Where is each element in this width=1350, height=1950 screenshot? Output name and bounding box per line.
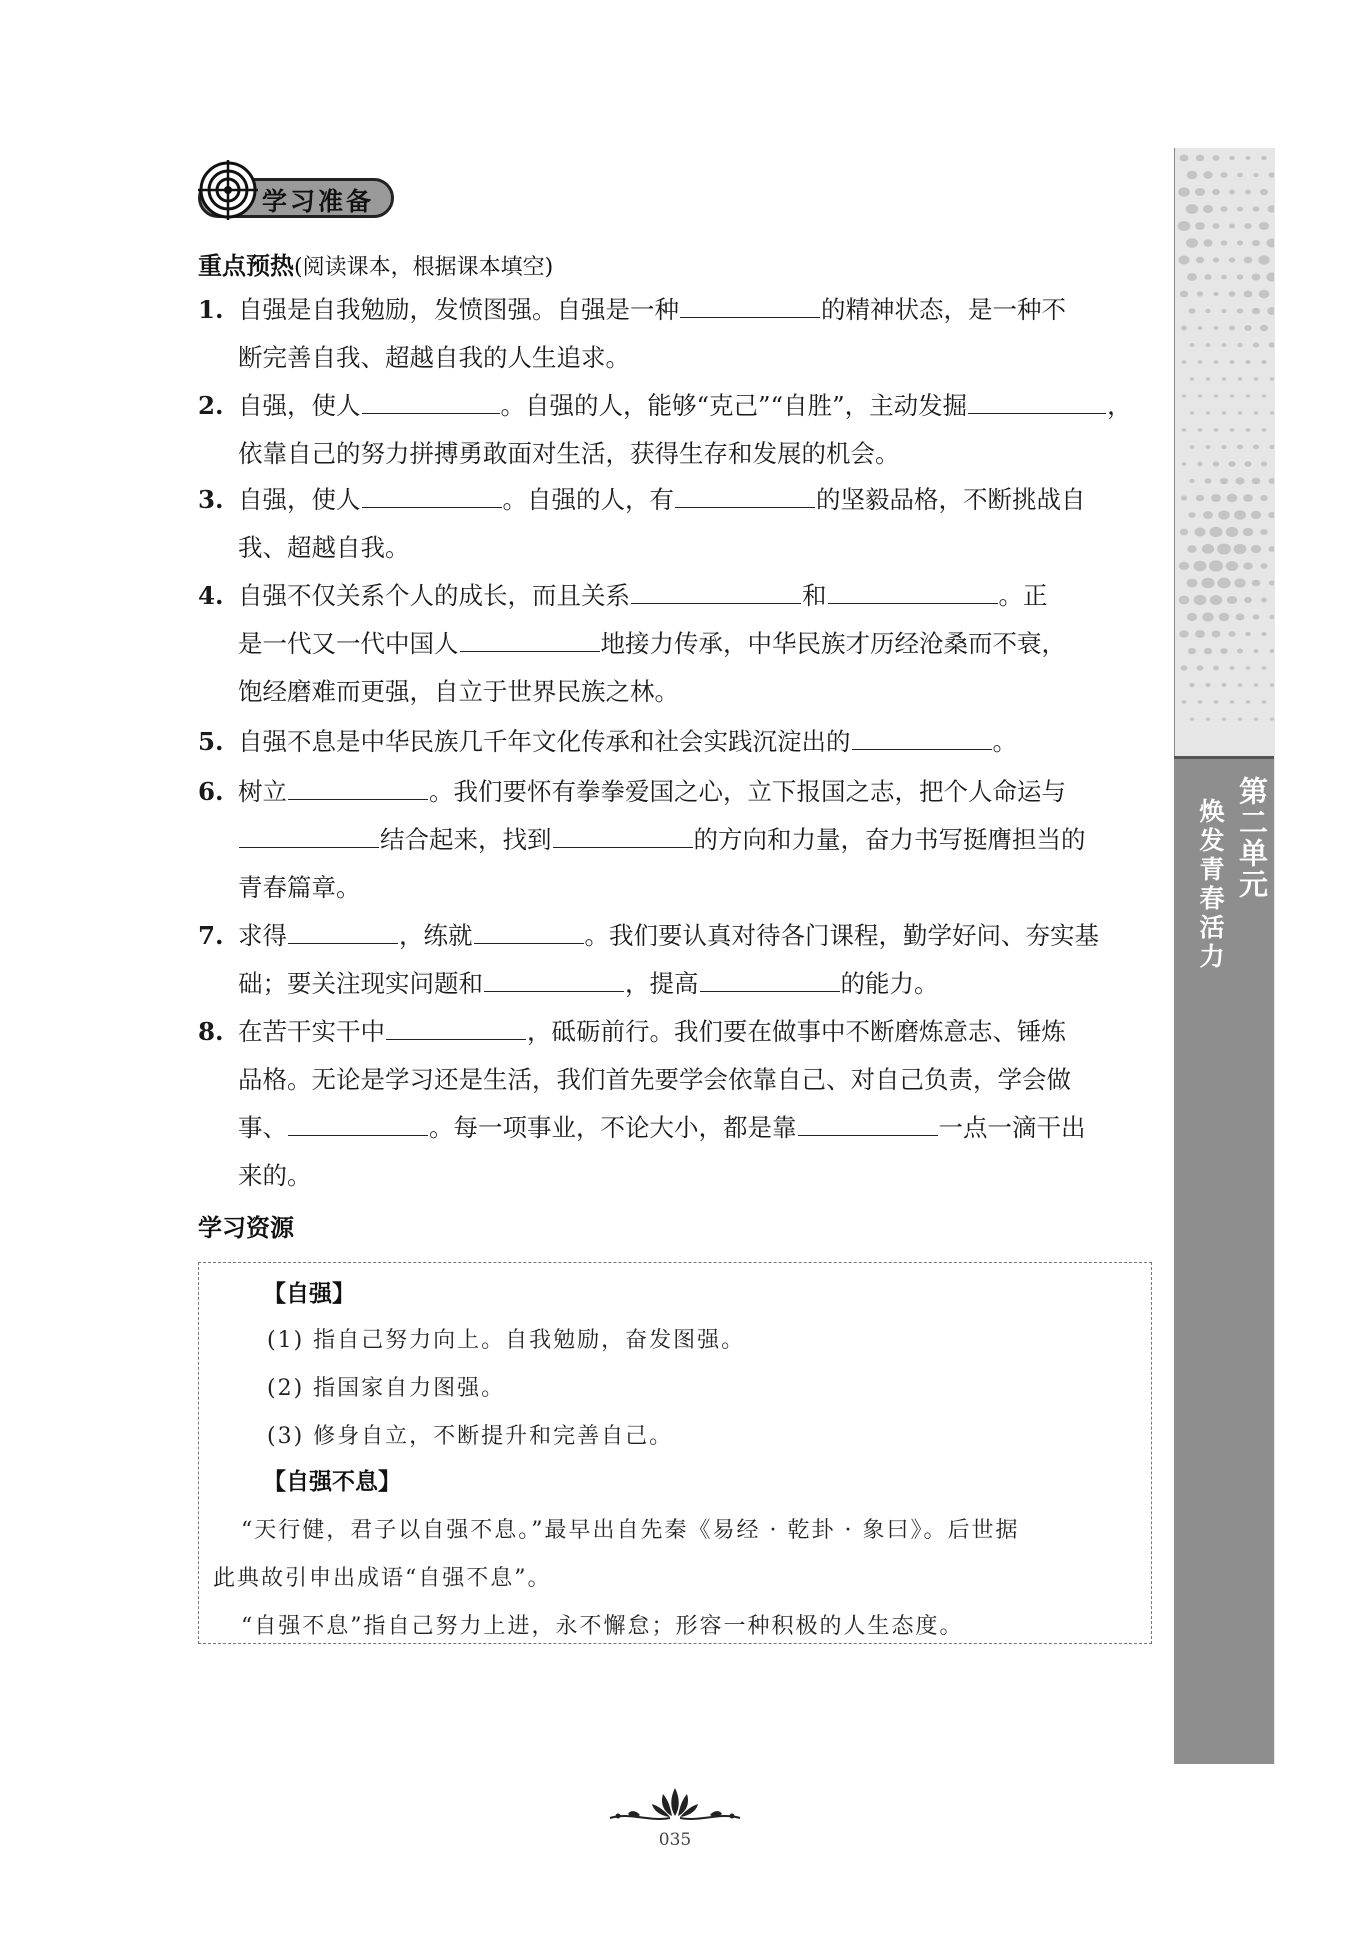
question-text: 。自强的人，有	[502, 485, 674, 514]
question-5	[198, 718, 1158, 766]
halftone-dot	[1245, 360, 1250, 364]
halftone-dot	[1212, 630, 1221, 637]
halftone-dot	[1213, 666, 1219, 671]
halftone-dot	[1205, 309, 1211, 313]
halftone-dot	[1196, 257, 1204, 264]
question-text: 自强是自我勉励，发愤图强。自强是一种	[238, 295, 679, 324]
halftone-dot	[1253, 342, 1259, 347]
halftone-dot	[1206, 377, 1210, 380]
halftone-dot	[1236, 477, 1245, 484]
halftone-dot	[1261, 632, 1266, 636]
question-number: 7.	[198, 921, 224, 950]
halftone-dot	[1243, 528, 1253, 536]
question-text: 事、	[238, 1113, 287, 1142]
halftone-dot	[1229, 156, 1235, 160]
halftone-dot	[1210, 527, 1223, 537]
halftone-dot	[1267, 205, 1274, 212]
answer-blank[interactable]	[852, 719, 992, 750]
halftone-dot	[1213, 155, 1220, 161]
halftone-dot	[1269, 172, 1274, 177]
halftone-dot	[1261, 598, 1267, 603]
halftone-dot	[1237, 445, 1243, 450]
halftone-dot	[1179, 630, 1188, 638]
halftone-dot	[1198, 394, 1202, 397]
halftone-dot	[1253, 445, 1259, 450]
question-7	[198, 912, 1158, 1008]
question-8	[198, 1008, 1158, 1200]
halftone-dot	[1262, 666, 1267, 670]
answer-blank[interactable]	[460, 621, 600, 652]
halftone-dot	[1260, 325, 1268, 332]
answer-blank[interactable]	[288, 769, 428, 800]
halftone-dot	[1189, 479, 1194, 483]
halftone-dot	[1253, 614, 1259, 619]
page-number: 035	[658, 1830, 692, 1850]
question-text: 。正	[998, 581, 1048, 610]
halftone-dot	[1202, 544, 1214, 554]
halftone-dot	[1261, 360, 1266, 364]
halftone-dot	[1269, 580, 1274, 585]
halftone-dot	[1182, 700, 1186, 704]
term-description: “天行健，君子以自强不息。”最早出自先秦《易经 · 乾卦 · 象曰》。后世据	[241, 1518, 1020, 1543]
question-text: 。自强的人，能够“克己”“自胜”，主动发掘	[500, 391, 968, 420]
halftone-dot	[1181, 496, 1187, 501]
halftone-dot	[1230, 700, 1234, 703]
term-description: “自强不息”指自己努力上进，永不懈怠；形容一种积极的人生态度。	[241, 1614, 964, 1639]
question-6	[198, 768, 1158, 912]
answer-blank[interactable]	[631, 573, 801, 604]
halftone-dot	[1206, 445, 1211, 449]
halftone-dot	[1203, 511, 1213, 519]
halftone-dot	[1196, 495, 1204, 502]
halftone-dot	[1195, 630, 1205, 638]
halftone-dot	[1180, 529, 1188, 536]
halftone-dot	[1203, 205, 1213, 213]
halftone-dot	[1197, 291, 1203, 296]
term-definition: (1) 指自己努力向上。自我勉励，奋发图强。	[267, 1328, 746, 1353]
halftone-dot	[1213, 461, 1220, 466]
halftone-dot	[1195, 222, 1205, 230]
halftone-dot	[1246, 700, 1250, 703]
halftone-dot	[1244, 257, 1253, 264]
question-text: 自强不息是中华民族几千年文化传承和社会实践沉淀出的	[238, 727, 851, 756]
halftone-dot	[1230, 394, 1234, 397]
question-text: ，砥砺前行。我们要在做事中不断磨炼意志、锤炼	[527, 1017, 1066, 1046]
halftone-dot	[1178, 221, 1191, 231]
question-text: ，练就	[399, 921, 473, 950]
halftone-dot	[1187, 545, 1196, 553]
question-text: 础；要关注现实问题和	[238, 969, 483, 998]
resources-heading: 学习资源	[198, 1214, 294, 1242]
halftone-dot	[1197, 665, 1204, 670]
halftone-dot	[1220, 478, 1228, 485]
halftone-dot	[1181, 326, 1187, 331]
term-zi-qiang-title: 【自强】	[263, 1281, 355, 1307]
halftone-dot	[1229, 666, 1234, 670]
halftone-dot	[1205, 478, 1212, 483]
question-text: 在苦干实干中	[238, 1017, 385, 1046]
halftone-dot	[1237, 649, 1243, 654]
halftone-dot	[1206, 343, 1211, 347]
halftone-dot	[1227, 596, 1237, 604]
halftone-dot	[1262, 428, 1267, 432]
halftone-dot	[1270, 683, 1274, 687]
unit-label: 第二单元	[1235, 776, 1269, 900]
question-text: 是一代又一代中国人	[238, 629, 459, 658]
halftone-dot	[1260, 495, 1268, 501]
halftone-dot	[1252, 580, 1260, 587]
halftone-dot	[1270, 717, 1274, 720]
halftone-dot	[1222, 411, 1226, 414]
halftone-dot	[1237, 207, 1243, 212]
halftone-dot	[1206, 717, 1210, 720]
question-text: 。每一项事业，不论大小，都是靠	[429, 1113, 797, 1142]
halftone-dot	[1238, 717, 1242, 720]
halftone-dot	[1252, 240, 1260, 246]
halftone-dot	[1201, 578, 1214, 589]
question-text: 自强不仅关系个人的成长，而且关系	[238, 581, 630, 610]
question-number: 6.	[198, 777, 224, 806]
halftone-dot	[1203, 239, 1212, 246]
question-text: 。我们要认真对待各门课程，勤学好问、夯实基	[584, 921, 1099, 950]
halftone-dot	[1218, 510, 1230, 519]
halftone-dot	[1188, 648, 1196, 654]
halftone-dot	[1189, 308, 1196, 314]
question-text: 的精神状态，是一种不	[821, 295, 1066, 324]
badge-label: 学习准备	[262, 187, 375, 216]
halftone-dot	[1229, 326, 1235, 331]
answer-blank[interactable]	[288, 913, 398, 944]
halftone-dot	[1228, 631, 1235, 637]
halftone-dot	[1246, 428, 1251, 432]
halftone-dot	[1187, 613, 1197, 621]
question-text: 地接力传承，中华民族才历经沧桑而不衰，	[600, 629, 1066, 658]
question-text: 。	[992, 727, 1017, 756]
halftone-dot	[1229, 257, 1235, 262]
halftone-dot	[1202, 612, 1213, 621]
halftone-dot	[1213, 292, 1218, 296]
halftone-dot	[1251, 545, 1261, 553]
answer-blank[interactable]	[362, 477, 502, 508]
halftone-dot	[1179, 562, 1189, 570]
halftone-dot	[1221, 275, 1227, 280]
halftone-dot	[1254, 377, 1258, 381]
crosshair-target-icon	[198, 160, 258, 220]
question-text: 饱经磨难而更强，自立于世界民族之林。	[238, 677, 679, 706]
question-number: 1.	[198, 295, 224, 324]
halftone-dot	[1236, 614, 1245, 621]
halftone-dot	[1182, 360, 1186, 364]
halftone-dot	[1219, 613, 1230, 622]
halftone-dot	[1210, 595, 1222, 605]
question-text: 来的。	[238, 1161, 312, 1190]
halftone-dot	[1260, 189, 1268, 195]
question-text: 和	[802, 581, 827, 610]
halftone-dot	[1261, 461, 1267, 466]
halftone-dot	[1252, 273, 1261, 280]
question-text: 一点一滴干出	[938, 1113, 1086, 1142]
halftone-dot	[1214, 700, 1218, 703]
halftone-dot	[1244, 325, 1251, 331]
halftone-dot	[1186, 238, 1198, 248]
answer-blank[interactable]	[484, 961, 624, 992]
term-description: 此典故引申出成语“自强不息”。	[213, 1566, 552, 1591]
halftone-dot	[1261, 156, 1267, 161]
halftone-dot	[1212, 223, 1219, 229]
halftone-pattern	[1176, 148, 1274, 748]
halftone-dot	[1195, 188, 1205, 196]
answer-blank[interactable]	[362, 383, 500, 414]
halftone-dot	[1245, 190, 1251, 195]
halftone-dot	[1229, 224, 1235, 229]
halftone-dot	[1194, 595, 1207, 605]
question-4	[198, 572, 1158, 716]
halftone-dot	[1252, 478, 1260, 485]
halftone-dot	[1230, 360, 1235, 364]
halftone-dot	[1270, 649, 1274, 653]
question-text: 断完善自我、超越自我的人生追求。	[238, 343, 630, 372]
halftone-dot	[1198, 700, 1202, 704]
halftone-dot	[1186, 204, 1199, 214]
halftone-dot	[1237, 274, 1243, 279]
floral-ornament-icon	[600, 1782, 750, 1830]
halftone-dot	[1214, 360, 1218, 364]
halftone-dot	[1270, 411, 1274, 414]
question-number: 8.	[198, 1017, 224, 1046]
halftone-dot	[1194, 528, 1205, 537]
halftone-dot	[1243, 562, 1252, 570]
question-text: 我、超越自我。	[238, 533, 410, 562]
question-text: 自强，使人	[238, 391, 361, 420]
halftone-dot	[1238, 377, 1242, 380]
halftone-dot	[1226, 561, 1238, 571]
halftone-dot	[1198, 428, 1202, 431]
halftone-dot	[1246, 666, 1251, 670]
halftone-dot	[1211, 494, 1221, 502]
halftone-dot	[1269, 445, 1274, 449]
halftone-dot	[1182, 462, 1187, 466]
halftone-dot	[1189, 683, 1194, 687]
halftone-dot	[1193, 561, 1206, 571]
halftone-dot	[1254, 717, 1258, 720]
answer-blank[interactable]	[700, 961, 840, 992]
halftone-dot	[1237, 241, 1243, 246]
question-1	[198, 286, 1158, 382]
halftone-dot	[1268, 512, 1274, 518]
halftone-dot	[1253, 206, 1260, 211]
halftone-dot	[1229, 291, 1236, 296]
halftone-dot	[1182, 394, 1186, 397]
halftone-dot	[1258, 255, 1270, 264]
halftone-dot	[1188, 512, 1195, 518]
halftone-dot	[1251, 511, 1261, 519]
halftone-dot	[1197, 462, 1203, 466]
answer-blank[interactable]	[675, 477, 815, 508]
halftone-dot	[1220, 648, 1227, 654]
halftone-dot	[1260, 529, 1268, 535]
halftone-dot	[1209, 560, 1223, 571]
halftone-dot	[1244, 291, 1253, 298]
halftone-dot	[1190, 717, 1194, 720]
halftone-dot	[1253, 649, 1258, 653]
answer-blank[interactable]	[386, 1009, 526, 1040]
halftone-dot	[1187, 171, 1198, 179]
halftone-dot	[1234, 544, 1247, 554]
question-3	[198, 476, 1158, 572]
halftone-dot	[1234, 510, 1246, 519]
halftone-dot	[1254, 683, 1258, 686]
halftone-dot	[1261, 563, 1268, 568]
question-text: 结合起来，找到	[380, 825, 552, 854]
halftone-dot	[1268, 478, 1274, 484]
halftone-dot	[1244, 597, 1251, 603]
halftone-dot	[1262, 394, 1266, 397]
halftone-dot	[1190, 377, 1194, 380]
halftone-dot	[1262, 700, 1266, 703]
question-text: 的能力。	[840, 969, 939, 998]
halftone-dot	[1205, 683, 1210, 687]
halftone-dot	[1229, 190, 1235, 195]
question-2	[198, 382, 1158, 478]
halftone-dot	[1259, 222, 1269, 230]
halftone-dot	[1234, 578, 1245, 587]
halftone-dot	[1266, 239, 1274, 248]
halftone-dot	[1238, 411, 1242, 414]
question-text: 。我们要怀有拳拳爱国之心，立下报国之志，把个人命运与	[429, 777, 1066, 806]
halftone-dot	[1243, 494, 1253, 502]
halftone-dot	[1190, 411, 1194, 414]
halftone-dot	[1220, 172, 1227, 178]
answer-blank[interactable]	[680, 287, 820, 318]
question-number: 2.	[198, 391, 224, 420]
resource-box	[198, 1262, 1152, 1644]
halftone-dot	[1270, 377, 1274, 381]
halftone-dot	[1246, 394, 1250, 397]
halftone-dot	[1196, 155, 1204, 162]
halftone-dot	[1222, 683, 1227, 687]
halftone-dot	[1198, 326, 1203, 330]
question-text: 的方向和力量，奋力书写挺膺担当的	[693, 825, 1086, 854]
halftone-dot	[1213, 326, 1218, 330]
halftone-dot	[1222, 343, 1227, 347]
answer-blank[interactable]	[474, 913, 584, 944]
halftone-dot	[1181, 665, 1188, 670]
halftone-dot	[1237, 173, 1243, 178]
key-preview-note: (阅读课本，根据课本填空)	[294, 255, 554, 280]
halftone-dot	[1180, 154, 1189, 161]
term-definition: (2) 指国家自力图强。	[267, 1376, 506, 1401]
halftone-dot	[1252, 308, 1260, 315]
halftone-dot	[1244, 223, 1251, 229]
halftone-dot	[1269, 615, 1274, 619]
halftone-dot	[1228, 461, 1235, 467]
halftone-dot	[1227, 494, 1238, 502]
halftone-dot	[1238, 683, 1242, 687]
question-text: 青春篇章。	[238, 873, 361, 902]
halftone-dot	[1179, 596, 1190, 605]
halftone-dot	[1178, 187, 1190, 196]
question-number: 5.	[198, 727, 224, 756]
halftone-dot	[1268, 546, 1274, 552]
halftone-dot	[1267, 307, 1274, 315]
halftone-dot	[1237, 308, 1243, 313]
halftone-dot	[1230, 428, 1235, 432]
halftone-dot	[1221, 240, 1228, 245]
halftone-dot	[1221, 445, 1226, 449]
halftone-dot	[1213, 258, 1219, 263]
halftone-dot	[1190, 445, 1194, 449]
key-preview-heading	[198, 246, 553, 281]
halftone-dot	[1222, 717, 1226, 720]
halftone-dot	[1198, 360, 1202, 363]
question-text: 求得	[238, 921, 287, 950]
term-zi-qiang-bu-xi-title: 【自强不息】	[263, 1469, 401, 1495]
question-number: 3.	[198, 485, 224, 514]
halftone-dot	[1204, 648, 1212, 655]
halftone-dot	[1203, 171, 1212, 179]
halftone-dot	[1214, 394, 1218, 397]
halftone-dot	[1214, 428, 1218, 432]
question-text: 品格。无论是学习还是生活，我们首先要学会依靠自己、对自己负责，学会做	[238, 1065, 1071, 1094]
halftone-dot	[1220, 206, 1227, 212]
halftone-dot	[1187, 273, 1197, 281]
halftone-dot	[1190, 343, 1195, 347]
halftone-dot	[1266, 272, 1274, 281]
unit-title: 焕发青春活力	[1196, 798, 1225, 972]
answer-blank[interactable]	[828, 573, 998, 604]
halftone-dot	[1269, 342, 1274, 347]
halftone-dot	[1245, 632, 1251, 637]
answer-blank[interactable]	[288, 1105, 428, 1136]
halftone-dot	[1254, 411, 1258, 414]
halftone-dot	[1253, 173, 1258, 177]
question-text: ，提高	[625, 969, 699, 998]
question-number: 4.	[198, 581, 224, 610]
question-text: 依靠自己的努力拼搏勇敢面对生活，获得生存和发展的机会。	[238, 439, 900, 468]
halftone-dot	[1221, 309, 1226, 313]
term-definition: (3) 修身自立，不断提升和完善自己。	[267, 1424, 674, 1449]
halftone-dot	[1245, 156, 1250, 160]
halftone-dot	[1206, 411, 1210, 414]
question-text: 自强，使人	[238, 485, 361, 514]
halftone-dot	[1182, 428, 1186, 431]
question-text: 的坚毅品格，不断挑战自	[816, 485, 1086, 514]
halftone-dot	[1187, 579, 1198, 588]
question-text: ，	[1107, 391, 1132, 420]
answer-blank[interactable]	[239, 817, 379, 848]
halftone-dot	[1237, 343, 1242, 347]
answer-blank[interactable]	[553, 817, 693, 848]
side-tab-divider	[1174, 756, 1274, 759]
halftone-dot	[1178, 256, 1189, 265]
halftone-dot	[1259, 290, 1270, 299]
halftone-dot	[1217, 543, 1231, 554]
halftone-dot	[1222, 377, 1226, 380]
halftone-dot	[1212, 189, 1219, 195]
key-preview-title: 重点预热	[198, 252, 294, 280]
halftone-dot	[1180, 291, 1188, 298]
halftone-dot	[1217, 578, 1230, 589]
answer-blank[interactable]	[798, 1105, 938, 1136]
question-text: 树立	[238, 777, 287, 806]
answer-blank[interactable]	[968, 383, 1106, 414]
halftone-dot	[1244, 461, 1251, 467]
halftone-dot	[1226, 527, 1239, 537]
halftone-dot	[1204, 274, 1211, 280]
